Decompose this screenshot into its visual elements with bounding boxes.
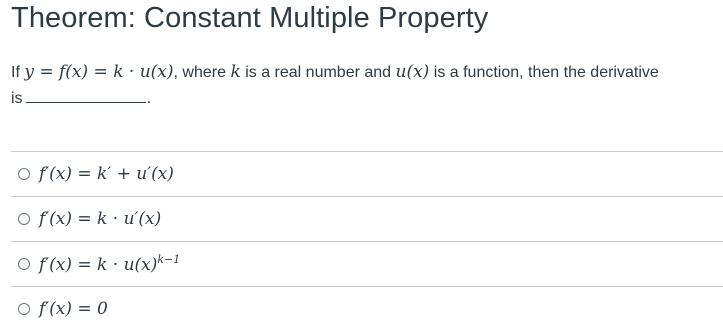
question-line-1 bbox=[11, 59, 723, 86]
answer-label: f′(x) = k · u′(x) bbox=[39, 209, 162, 229]
answer-option-4[interactable] bbox=[11, 286, 723, 331]
answer-option-3[interactable] bbox=[11, 241, 723, 286]
answer-option-2[interactable] bbox=[11, 196, 723, 241]
question-intro: If bbox=[11, 64, 25, 81]
answer-label: f′(x) = k · u(x) bbox=[39, 255, 158, 275]
question-u-of-x: u(x) bbox=[395, 62, 430, 82]
radio-button[interactable] bbox=[18, 168, 30, 180]
radio-button[interactable] bbox=[18, 303, 30, 315]
radio-button[interactable] bbox=[18, 213, 30, 225]
answer-label: f′(x) = k′ + u′(x) bbox=[39, 164, 174, 184]
question-mid-1: , where bbox=[173, 64, 231, 81]
answer-option-1[interactable] bbox=[11, 151, 723, 196]
radio-button[interactable] bbox=[18, 258, 30, 270]
answer-exponent: k−1 bbox=[157, 253, 181, 266]
answer-list bbox=[11, 151, 723, 331]
question-mid-2: is a real number and bbox=[240, 64, 396, 81]
question-line-2 bbox=[11, 86, 723, 112]
question-k: k bbox=[230, 62, 241, 82]
question-mid-3: is a function, then the derivative bbox=[429, 64, 659, 81]
question-end: . bbox=[146, 90, 152, 107]
answer-blank bbox=[26, 101, 146, 103]
answer-label: f′(x) = 0 bbox=[39, 299, 108, 319]
page-title: Theorem: Constant Multiple Property bbox=[11, 2, 489, 34]
answer-label-wrap bbox=[39, 253, 180, 275]
question-is: is bbox=[11, 90, 23, 107]
question-text bbox=[11, 59, 723, 112]
question-expression: y = f(x) = k · u(x) bbox=[24, 62, 174, 82]
